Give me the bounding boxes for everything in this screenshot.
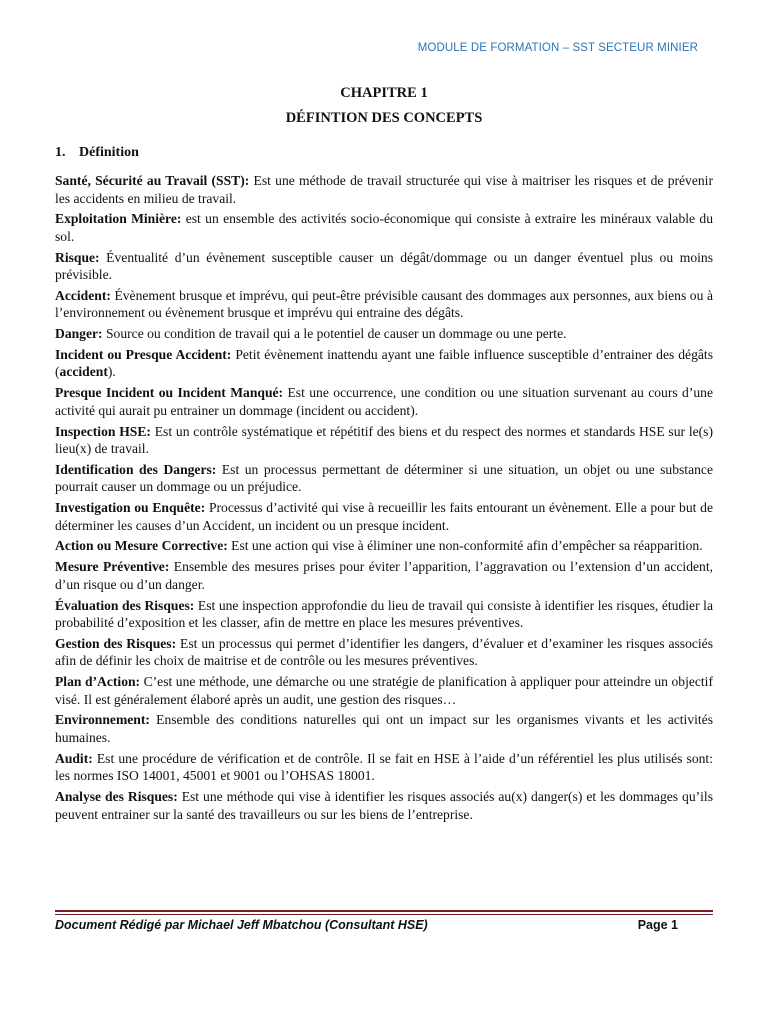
footer-author: Document Rédigé par Michael Jeff Mbatchou (Consultant HSE) [55,918,428,932]
definition-item [55,750,713,785]
definition-term: Accident: [55,287,111,303]
definition-term: Évaluation des Risques: [55,597,195,613]
footer-page-number: Page 1 [637,918,678,932]
definition-text: Source ou condition de travail qui a le potentiel de causer un dommage ou une perte. [102,326,567,342]
definition-item [55,537,713,555]
definition-item [55,287,713,322]
definition-item [55,249,713,284]
definition-text: Est un processus qui permet d’identifier les dangers, d’évaluer et d’examiner les risques associés afin de définir les choix de maitrise et de contrôle ou les mesures préventives. [55,635,713,669]
definition-text: Évènement brusque et imprévu, qui peut-être prévisible causant des dommages aux personnes, aux biens ou à l’environnement ou évènement brusque et imprévu qui entraine des dégâts. [55,287,713,321]
definition-item [55,384,713,419]
definition-item [55,172,713,207]
definition-text: Est une action qui vise à éliminer une non-conformité afin d’empêcher sa réapparition. [227,538,703,554]
definition-term-inline: accident [59,364,108,380]
definition-item [55,597,713,632]
definition-term: Identification des Dangers: [55,461,217,477]
definition-term: Investigation ou Enquête: [55,500,206,516]
definition-item [55,788,713,823]
definition-term: Audit: [55,750,93,766]
definition-term: Presque Incident ou Incident Manqué: [55,385,284,401]
definition-term: Inspection HSE: [55,423,151,439]
definition-term: Exploitation Minière: [55,211,182,227]
definition-text: Est une procédure de vérification et de contrôle. Il se fait en HSE à l’aide d’un référentiel les plus utilisés sont: les normes ISO 14001, 45001 et 9001 ou l’OHSAS 18001. [55,750,713,784]
footer-rule-thin [55,914,713,915]
definition-item [55,461,713,496]
definition-text: Ensemble des mesures prises pour éviter l’apparition, l’aggravation ou l’extension d’un accident, d’un risque ou d’un danger. [55,559,713,592]
definition-term: Risque: [55,249,100,265]
definition-text: Est un processus permettant de déterminer si une situation, un objet ou une substance pourrait causer un dommage ou un préjudice. [55,461,713,495]
definition-text: Est une inspection approfondie du lieu de travail qui consiste à identifier les risques, étudier la probabilité d’exposition et les classer, afin de mettre en place les mesures préventives. [55,597,713,631]
chapter-title: CHAPITRE 1 [340,85,428,101]
definition-term: Mesure Préventive: [55,559,170,575]
chapter-subtitle: DÉFINTION DES CONCEPTS [285,110,483,126]
definition-term: Plan d’Action: [55,674,141,690]
section-title: Définition [79,145,139,160]
definition-text: Est une méthode de travail structurée qui vise à maitriser les risques et de prévenir les accidents en milieu de travail. [55,173,713,206]
definition-text: est un ensemble des activités socio-économique qui consiste à extraire les minéraux valable du sol. [55,211,713,244]
definition-item [55,346,713,381]
definition-item [55,711,713,746]
definition-item [55,423,713,458]
module-header: MODULE DE FORMATION – SST SECTEUR MINIER [417,42,698,54]
definition-item [55,499,713,534]
definition-text: Est une occurrence, une condition ou une situation survenant au cours d’une activité qui aurait pu entrainer un dommage (incident ou accident). [55,385,713,418]
definition-text: Ensemble des conditions naturelles qui ont un impact sur les organismes vivants et les activités humaines. [55,712,713,745]
section-heading [55,145,139,161]
section-number: 1. [55,145,66,160]
definition-text-tail: ). [107,364,116,380]
definition-text: Éventualité d’un évènement susceptible causer un dégât/dommage ou un danger éventuel plus ou moins prévisible. [55,249,713,283]
definition-item [55,210,713,245]
definition-term: Gestion des Risques: [55,635,177,651]
definition-term: Action ou Mesure Corrective: [55,538,228,554]
definition-term: Incident ou Presque Accident: [55,346,232,362]
definition-text: Petit évènement inattendu ayant une faible influence susceptible d’entrainer des dégâts ( [55,346,713,380]
definition-term: Santé, Sécurité au Travail (SST): [55,173,250,188]
definition-text: C’est une méthode, une démarche ou une stratégie de planification à appliquer pour atteindre un objectif visé. Il est généralement élaboré après un audit, une gestion des risques… [55,674,713,707]
definitions-list [55,172,713,826]
definition-term: Environnement: [55,712,150,728]
definition-item [55,635,713,670]
definition-item [55,325,713,343]
definition-term: Danger: [55,326,103,342]
definition-text: Est une méthode qui vise à identifier les risques associés au(x) danger(s) et les dommages qu’ils peuvent entrainer sur la santé des travailleurs ou sur les biens de l’entreprise. [55,789,713,822]
definition-item [55,673,713,708]
definition-term: Analyse des Risques: [55,789,178,805]
definition-item [55,558,713,593]
footer-rule-thick [55,910,713,912]
definition-text: Est un contrôle systématique et répétitif des biens et du respect des normes et standards HSE sur le(s) lieu(x) de travail. [55,423,713,457]
definition-text: Processus d’activité qui vise à recueillir les faits entourant un évènement. Elle a pour but de déterminer les causes d’un Accident, un incident ou un presque incident. [55,500,713,533]
